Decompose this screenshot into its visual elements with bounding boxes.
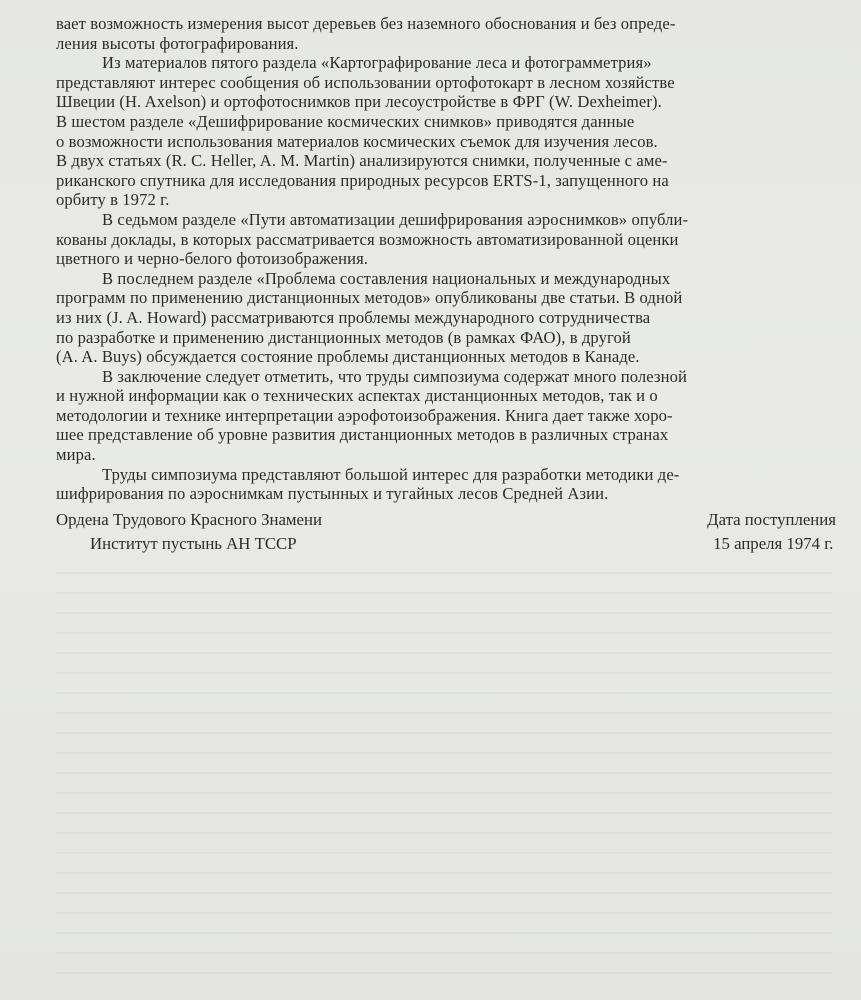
text-line: В заключение следует отметить, что труды симпозиума содержат много полезной	[102, 366, 687, 386]
receipt-date	[707, 508, 836, 556]
text-line: программ по применению дистанционных методов» опубликованы две статьи. В одной	[56, 288, 683, 308]
text-line: из них (J. A. Howard) рассматриваются проблемы международного сотрудничества	[56, 307, 651, 327]
text-line: цветного и черно-белого фотоизображения.	[56, 249, 369, 269]
receipt-date-value: 15 апреля 1974 г.	[713, 534, 834, 553]
text-line: В двух статьях (R. C. Heller, A. M. Martin) анализируются снимки, полученные с аме-	[56, 151, 668, 171]
text-line: шифрирования по аэроснимкам пустынных и тугайных лесов Средней Азии.	[56, 484, 609, 504]
paragraph	[56, 465, 832, 504]
text-line: и нужной информации как о технических аспектах дистанционных методов, так и о	[56, 386, 658, 406]
text-line: методологии и технике интерпретации аэрофотоизображения. Книга дает также хоро-	[56, 405, 673, 425]
organization-signature	[56, 508, 322, 556]
text-line: о возможности использования материалов космических съемок для изучения лесов.	[56, 131, 658, 151]
text-line: мира.	[56, 445, 96, 465]
text-line: по разработке и применению дистанционных методов (в рамках ФАО), в другой	[56, 327, 631, 347]
receipt-date-label: Дата поступления	[707, 510, 836, 529]
text-line: кованы доклады, в которых рассматривается возможность автоматизированной оценки	[56, 229, 679, 249]
paragraph	[56, 53, 832, 210]
text-line: риканского спутника для исследования природных ресурсов ERTS-1, запущенного на	[56, 170, 669, 190]
paragraph	[56, 269, 832, 367]
text-line: шее представление об уровне развития дистанционных методов в различных странах	[56, 425, 669, 445]
text-line: вает возможность измерения высот деревьев без наземного обоснования и без опреде-	[56, 14, 676, 33]
bleed-through-texture	[56, 560, 832, 980]
text-line: Труды симпозиума представляют большой интерес для разработки методики де-	[102, 464, 680, 484]
paragraph	[56, 367, 832, 465]
text-line: В шестом разделе «Дешифрирование космических снимков» приводятся данные	[56, 111, 635, 131]
paragraph	[56, 14, 832, 53]
organization-line-1: Ордена Трудового Красного Знамени	[56, 510, 322, 529]
text-line: Из материалов пятого раздела «Картографирование леса и фотограмметрия»	[102, 53, 652, 73]
text-line: ления высоты фотографирования.	[56, 33, 299, 53]
text-line: В седьмом разделе «Пути автоматизации дешифрирования аэроснимков» опубли-	[102, 209, 689, 229]
text-line: (A. A. Buys) обсуждается состояние проблемы дистанционных методов в Канаде.	[56, 347, 640, 367]
text-line: представляют интерес сообщения об использовании ортофотокарт в лесном хозяйстве	[56, 72, 675, 92]
organization-line-2: Институт пустынь АН ТССР	[90, 534, 297, 553]
paragraph	[56, 210, 832, 269]
text-line: Швеции (H. Axelson) и ортофотоснимков при лесоустройстве в ФРГ (W. Dexheimer).	[56, 92, 662, 112]
text-line: орбиту в 1972 г.	[56, 190, 170, 210]
text-line: В последнем разделе «Проблема составления национальных и международных	[102, 268, 671, 288]
body-text	[56, 14, 832, 504]
